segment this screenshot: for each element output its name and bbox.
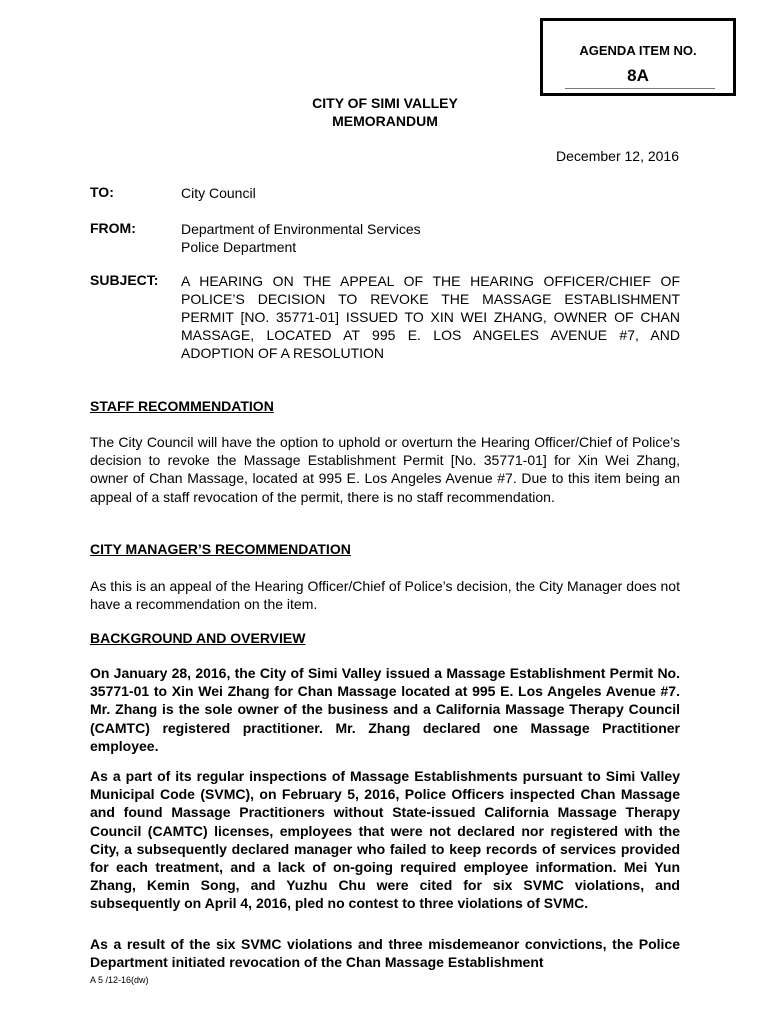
- agenda-item-box: [540, 18, 736, 96]
- footer-code: A 5 /12-16(dw): [90, 975, 149, 985]
- background-heading: BACKGROUND AND OVERVIEW: [90, 630, 306, 646]
- agenda-item-label: AGENDA ITEM NO.: [579, 43, 697, 58]
- from-label: FROM:: [90, 220, 136, 236]
- city-manager-recommendation-heading: CITY MANAGER’S RECOMMENDATION: [90, 541, 351, 557]
- memo-date: December 12, 2016: [556, 148, 679, 164]
- from-line-1: Department of Environmental Services: [181, 221, 421, 237]
- subject-text: A HEARING ON THE APPEAL OF THE HEARING OFFICER/CHIEF OF POLICE’S DECISION TO REVOKE THE MASSAGE ESTABLISHMENT PERMIT [NO. 35771-01] ISSUED TO XIN WEI ZHANG, OWNER OF CHAN MASSAGE, LOCATED AT 995 E. LOS ANGELES AVENUE #7, AND ADOPTION OF A RESOLUTION: [181, 273, 680, 361]
- from-line-2: Police Department: [181, 239, 297, 255]
- city-manager-recommendation-text: As this is an appeal of the Hearing Officer/Chief of Police’s decision, the City Manager does not have a recommendation on the item.: [90, 578, 680, 613]
- city-title: CITY OF SIMI VALLEY: [312, 95, 458, 111]
- staff-recommendation-text: The City Council will have the option to uphold or overturn the Hearing Officer/Chief of Police’s decision to revoke the Massage Establishment Permit [No. 35771-01] for Xin Wei Zhang, owner of Chan Massage, located at 995 E. Los Angeles Avenue #7. Due to this item being an appeal of a staff revocation of the permit, there is no staff recommendation.: [90, 434, 680, 505]
- to-value: City Council: [181, 185, 256, 201]
- to-label: TO:: [90, 184, 114, 200]
- subject-label: SUBJECT:: [90, 272, 159, 288]
- staff-recommendation-heading: STAFF RECOMMENDATION: [90, 398, 274, 414]
- background-paragraph-3: As a result of the six SVMC violations and three misdemeanor convictions, the Police Department initiated revocation of the Chan Massage Establishment: [90, 936, 680, 971]
- background-paragraph-2: As a part of its regular inspections of Massage Establishments pursuant to Simi Valley Municipal Code (SVMC), on February 5, 2016, Police Officers inspected Chan Massage and found Massage Practitioners without State-issued California Massage Therapy Council (CAMTC) licenses, employees that were not declared nor registered with the City, a subsequently declared manager who failed to keep records of services provided for each treatment, and a lack of on-going required employee information. Mei Yun Zhang, Kemin Song, and Yuzhu Chu were cited for six SVMC violations, and subsequently on April 4, 2016, pled no contest to three violations of SVMC.: [90, 768, 680, 912]
- agenda-item-number: 8A: [627, 66, 649, 85]
- agenda-item-underline: [565, 88, 715, 89]
- background-paragraph-1: On January 28, 2016, the City of Simi Valley issued a Massage Establishment Permit No. 35771-01 to Xin Wei Zhang for Chan Massage located at 995 E. Los Angeles Avenue #7. Mr. Zhang is the sole owner of the business and a California Massage Therapy Council (CAMTC) registered practitioner. Mr. Zhang declared one Massage Practitioner employee.: [90, 665, 680, 754]
- memo-title: MEMORANDUM: [332, 113, 438, 129]
